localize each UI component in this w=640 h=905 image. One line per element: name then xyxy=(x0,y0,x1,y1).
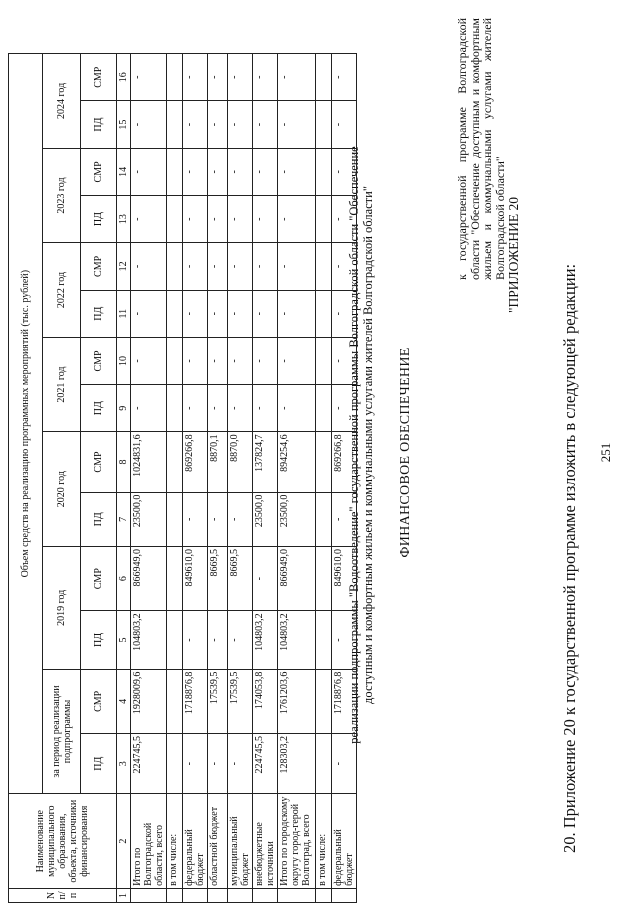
value-cell: - xyxy=(253,101,278,148)
value-cell: - xyxy=(131,337,167,384)
value-cell: 8870,0 xyxy=(228,432,253,492)
header-pd: ПД xyxy=(81,385,117,432)
value-cell xyxy=(167,243,183,290)
value-cell: - xyxy=(131,54,167,101)
value-cell: - xyxy=(332,337,357,384)
value-cell xyxy=(316,669,332,733)
value-cell: - xyxy=(332,492,357,546)
column-number: 7 xyxy=(117,492,131,546)
column-number: 14 xyxy=(117,148,131,195)
value-cell: 104803,2 xyxy=(278,611,316,669)
value-cell: - xyxy=(332,54,357,101)
column-number: 9 xyxy=(117,385,131,432)
value-cell xyxy=(316,734,332,794)
value-cell xyxy=(167,290,183,337)
value-cell xyxy=(316,101,332,148)
value-cell: 8870,1 xyxy=(208,432,228,492)
value-cell xyxy=(167,611,183,669)
row-number-cell xyxy=(278,888,316,902)
document-subtitle: реализации подпрограммы "Водоотведение" государственной программы Волгоградской области "Обеспечение доступным и комфортным жильем и коммунальными услугами жителей Волгоградской области" xyxy=(347,146,375,744)
value-cell xyxy=(167,101,183,148)
value-cell: - xyxy=(131,101,167,148)
table-row xyxy=(228,54,253,903)
row-number-cell xyxy=(131,888,167,902)
value-cell xyxy=(167,337,183,384)
value-cell: 104803,2 xyxy=(131,611,167,669)
value-cell: - xyxy=(208,385,228,432)
value-cell: 23500,0 xyxy=(253,492,278,546)
value-cell: - xyxy=(208,337,228,384)
value-cell xyxy=(316,290,332,337)
column-number: 16 xyxy=(117,54,131,101)
value-cell: - xyxy=(253,290,278,337)
page-number: 251 xyxy=(598,442,613,463)
value-cell: - xyxy=(131,196,167,243)
value-cell: 23500,0 xyxy=(131,492,167,546)
row-name: Итого по городскому округу город-герой Волгоград, всего xyxy=(278,794,316,889)
value-cell: - xyxy=(278,337,316,384)
header-year-2019: 2019 год xyxy=(43,546,81,669)
row-number-cell xyxy=(253,888,278,902)
table-row xyxy=(332,54,357,903)
header-smr: СМР xyxy=(81,546,117,610)
value-cell: - xyxy=(278,385,316,432)
table-row xyxy=(253,54,278,903)
value-cell xyxy=(167,385,183,432)
value-cell: - xyxy=(208,290,228,337)
header-smr: СМР xyxy=(81,337,117,384)
value-cell: - xyxy=(332,101,357,148)
header-number: N п/п xyxy=(9,888,117,902)
value-cell: - xyxy=(228,101,253,148)
value-cell: - xyxy=(228,196,253,243)
value-cell: - xyxy=(228,492,253,546)
row-name: в том числе: xyxy=(316,794,332,889)
value-cell: - xyxy=(228,611,253,669)
row-name: федеральный бюджет xyxy=(332,794,357,889)
header-year-2021: 2021 год xyxy=(43,337,81,432)
value-cell: - xyxy=(228,290,253,337)
column-number: 1 xyxy=(117,888,131,902)
value-cell: - xyxy=(278,148,316,195)
value-cell: - xyxy=(253,54,278,101)
value-cell: 224745,5 xyxy=(253,734,278,794)
value-cell: - xyxy=(208,54,228,101)
document-title: ФИНАНСОВОЕ ОБЕСПЕЧЕНИЕ xyxy=(398,347,413,558)
value-cell: - xyxy=(183,337,208,384)
header-pd: ПД xyxy=(81,101,117,148)
value-cell: - xyxy=(253,546,278,610)
row-number-cell xyxy=(208,888,228,902)
amendment-heading: 20. Приложение 20 к государственной программе изложить в следующей редакции: xyxy=(560,263,579,853)
value-cell: 894254,6 xyxy=(278,432,316,492)
value-cell: 1718876,8 xyxy=(183,669,208,733)
column-number: 8 xyxy=(117,432,131,492)
row-name: муниципальный бюджет xyxy=(228,794,253,889)
header-name: Наименование муниципального образования, объекта, источники финансирования xyxy=(9,794,117,889)
value-cell: - xyxy=(183,492,208,546)
value-cell: 17539,5 xyxy=(208,669,228,733)
value-cell xyxy=(316,243,332,290)
value-cell: 1928009,6 xyxy=(131,669,167,733)
value-cell: 137824,7 xyxy=(253,432,278,492)
table-row xyxy=(167,54,183,903)
value-cell: - xyxy=(253,337,278,384)
value-cell: 1024831,6 xyxy=(131,432,167,492)
header-year-2020: 2020 год xyxy=(43,432,81,547)
value-cell: - xyxy=(208,611,228,669)
value-cell xyxy=(167,54,183,101)
value-cell: - xyxy=(183,148,208,195)
value-cell: 866949,0 xyxy=(278,546,316,610)
header-smr: СМР xyxy=(81,243,117,290)
value-cell: - xyxy=(332,290,357,337)
value-cell xyxy=(167,196,183,243)
value-cell: - xyxy=(253,385,278,432)
value-cell: - xyxy=(332,734,357,794)
column-number: 11 xyxy=(117,290,131,337)
value-cell: 128303,2 xyxy=(278,734,316,794)
value-cell: - xyxy=(208,101,228,148)
value-cell: - xyxy=(208,243,228,290)
row-name: федеральный бюджет xyxy=(183,794,208,889)
value-cell: - xyxy=(253,243,278,290)
header-volume: Объем средств на реализацию программных мероприятий (тыс. рублей) xyxy=(9,54,43,794)
header-pd: ПД xyxy=(81,196,117,243)
value-cell: - xyxy=(332,385,357,432)
column-number: 12 xyxy=(117,243,131,290)
value-cell xyxy=(316,54,332,101)
column-number: 15 xyxy=(117,101,131,148)
value-cell: - xyxy=(208,492,228,546)
value-cell: 869266,8 xyxy=(332,432,357,492)
value-cell xyxy=(316,385,332,432)
value-cell xyxy=(316,611,332,669)
financing-table xyxy=(8,53,357,903)
column-number: 4 xyxy=(117,669,131,733)
value-cell: 849610,0 xyxy=(183,546,208,610)
column-number: 2 xyxy=(117,794,131,889)
value-cell: - xyxy=(228,148,253,195)
row-name: Итого по Волгоградской области, всего xyxy=(131,794,167,889)
value-cell: - xyxy=(183,734,208,794)
value-cell: 174053,8 xyxy=(253,669,278,733)
value-cell: 104803,2 xyxy=(253,611,278,669)
value-cell: - xyxy=(228,54,253,101)
header-pd: ПД xyxy=(81,290,117,337)
value-cell xyxy=(167,432,183,492)
value-cell xyxy=(316,337,332,384)
value-cell xyxy=(316,492,332,546)
value-cell xyxy=(316,148,332,195)
column-number: 10 xyxy=(117,337,131,384)
value-cell: 869266,8 xyxy=(183,432,208,492)
row-number-cell xyxy=(228,888,253,902)
value-cell: - xyxy=(278,243,316,290)
column-number: 3 xyxy=(117,734,131,794)
value-cell xyxy=(316,196,332,243)
value-cell xyxy=(316,432,332,492)
value-cell xyxy=(167,148,183,195)
table-row xyxy=(131,54,167,903)
value-cell: - xyxy=(228,337,253,384)
value-cell xyxy=(167,669,183,733)
appendix-label: "ПРИЛОЖЕНИЕ 20 xyxy=(506,196,521,313)
value-cell: - xyxy=(183,290,208,337)
header-year-2024: 2024 год xyxy=(43,54,81,149)
header-period: за период реализации подпрограммы xyxy=(43,669,81,794)
column-number: 6 xyxy=(117,546,131,610)
value-cell: 8669,5 xyxy=(228,546,253,610)
table-row xyxy=(208,54,228,903)
value-cell: - xyxy=(228,385,253,432)
value-cell: - xyxy=(183,385,208,432)
table-row xyxy=(183,54,208,903)
value-cell: - xyxy=(278,196,316,243)
table-row xyxy=(316,54,332,903)
header-smr: СМР xyxy=(81,669,117,733)
row-number-cell xyxy=(167,888,183,902)
value-cell xyxy=(167,734,183,794)
value-cell: 1761203,6 xyxy=(278,669,316,733)
value-cell: 1718876,8 xyxy=(332,669,357,733)
value-cell xyxy=(167,492,183,546)
value-cell xyxy=(316,546,332,610)
row-number-cell xyxy=(316,888,332,902)
value-cell: - xyxy=(208,148,228,195)
row-number-cell xyxy=(183,888,208,902)
table-row xyxy=(278,54,316,903)
value-cell: - xyxy=(183,54,208,101)
value-cell: - xyxy=(332,243,357,290)
value-cell: - xyxy=(208,196,228,243)
header-smr: СМР xyxy=(81,54,117,101)
header-pd: ПД xyxy=(81,611,117,669)
header-pd: ПД xyxy=(81,492,117,546)
appendix-reference: к государственной программе Волгоградской области "Обеспечение доступным и комфортным жильем и коммунальными услугами жителей Волгоградской области" xyxy=(455,18,507,280)
value-cell: - xyxy=(332,611,357,669)
row-name: в том числе: xyxy=(167,794,183,889)
value-cell: 866949,0 xyxy=(131,546,167,610)
value-cell: - xyxy=(228,243,253,290)
value-cell: - xyxy=(183,196,208,243)
value-cell: - xyxy=(131,290,167,337)
value-cell: - xyxy=(131,148,167,195)
header-smr: СМР xyxy=(81,432,117,492)
value-cell xyxy=(167,546,183,610)
header-smr: СМР xyxy=(81,148,117,195)
value-cell: 224745,5 xyxy=(131,734,167,794)
value-cell: 8669,5 xyxy=(208,546,228,610)
header-pd: ПД xyxy=(81,734,117,794)
column-number: 5 xyxy=(117,611,131,669)
header-year-2022: 2022 год xyxy=(43,243,81,338)
value-cell: - xyxy=(183,101,208,148)
column-number: 13 xyxy=(117,196,131,243)
value-cell: - xyxy=(278,290,316,337)
value-cell: - xyxy=(228,734,253,794)
row-name: областной бюджет xyxy=(208,794,228,889)
value-cell: - xyxy=(183,611,208,669)
value-cell: - xyxy=(332,148,357,195)
value-cell: - xyxy=(131,243,167,290)
value-cell: 17539,5 xyxy=(228,669,253,733)
row-name: внебюджетные источники xyxy=(253,794,278,889)
value-cell: 23500,0 xyxy=(278,492,316,546)
value-cell: 849610,0 xyxy=(332,546,357,610)
value-cell: - xyxy=(332,196,357,243)
value-cell: - xyxy=(183,243,208,290)
value-cell: - xyxy=(253,148,278,195)
value-cell: - xyxy=(131,385,167,432)
value-cell: - xyxy=(278,54,316,101)
value-cell: - xyxy=(208,734,228,794)
value-cell: - xyxy=(253,196,278,243)
header-year-2023: 2023 год xyxy=(43,148,81,243)
row-number-cell xyxy=(332,888,357,902)
value-cell: - xyxy=(278,101,316,148)
